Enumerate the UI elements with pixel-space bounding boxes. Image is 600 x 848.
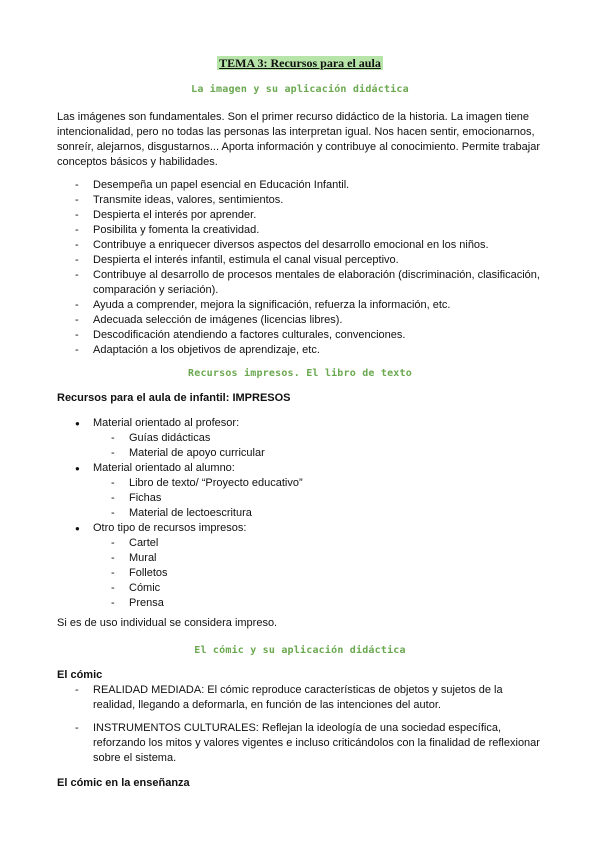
list-item: - Cómic <box>93 581 547 596</box>
section-subtitle-impresos: Recursos impresos. El libro de texto <box>188 368 412 379</box>
list-item: - Despierta el interés infantil, estimula el canal visual perceptivo. <box>57 253 547 268</box>
list-item: - Libro de texto/ “Proyecto educativo” <box>93 476 547 491</box>
list-item: - Descodificación atendiendo a factores culturales, convenciones. <box>57 328 547 343</box>
list-item: - Mural <box>93 551 547 566</box>
section-subtitle-imagen: La imagen y su aplicación didáctica <box>191 84 409 95</box>
group-otros: ● Otro tipo de recursos impresos: - Cartel - Mural - Folletos - Cómic - Prensa <box>57 521 547 611</box>
imagen-list <box>57 178 547 358</box>
list-item: - Contribuye a enriquecer diversos aspectos del desarrollo emocional en los niños. <box>57 238 547 253</box>
list-item: - Material de apoyo curricular <box>93 446 547 461</box>
comic-ensenanza-heading: El cómic en la enseñanza <box>57 777 190 789</box>
list-item: - Adaptación a los objetivos de aprendizaje, etc. <box>57 343 547 358</box>
impresos-note: Si es de uso individual se considera impreso. <box>57 617 278 629</box>
list-item: - Transmite ideas, valores, sentimientos. <box>57 193 547 208</box>
list-item: - Cartel <box>93 536 547 551</box>
list-item: - Fichas <box>93 491 547 506</box>
list-item: - INSTRUMENTOS CULTURALES: Reflejan la ideología de una sociedad específica, reforzando los mitos y valores vigentes e incluso criticándolos con la finalidad de reflexionar sobre el sistema. <box>57 721 547 766</box>
intro-paragraph: Las imágenes son fundamentales. Son el primer recurso didáctico de la historia. La imagen tiene intencionalidad, pero no todas las personas las interpretan igual. Nos hacen sentir, emocionarnos, sonreír, alejarnos, disgustarnos... Aporta información y contribuye al conocimiento. Permite trabajar conceptos básicos y habilidades. <box>57 111 541 168</box>
impresos-list <box>57 416 547 611</box>
group-alumno: ● Material orientado al alumno: - Libro de texto/ “Proyecto educativo” - Fichas - Material de lectoescritura <box>57 461 547 521</box>
list-item: - Prensa <box>93 596 547 611</box>
list-item: - Despierta el interés por aprender. <box>57 208 547 223</box>
impresos-heading: Recursos para el aula de infantil: IMPRESOS <box>57 392 291 404</box>
group-profesor: ● Material orientado al profesor: - Guías didácticas - Material de apoyo curricular <box>57 416 547 461</box>
list-item: - Folletos <box>93 566 547 581</box>
comic-heading: El cómic <box>57 669 103 681</box>
list-item: - Posibilita y fomenta la creatividad. <box>57 223 547 238</box>
list-item: - Guías didácticas <box>93 431 547 446</box>
section-subtitle-comic: El cómic y su aplicación didáctica <box>194 645 406 656</box>
comic-list <box>57 683 547 766</box>
list-item: - Ayuda a comprender, mejora la significación, refuerza la información, etc. <box>57 298 547 313</box>
list-item: - Contribuye al desarrollo de procesos mentales de elaboración (discriminación, clasificación, comparación y seriación). <box>57 268 547 298</box>
list-item: - REALIDAD MEDIADA: El cómic reproduce características de objetos y sujetos de la realidad, llegando a deformarla, en función de las intenciones del autor. <box>57 683 547 713</box>
list-item: - Material de lectoescritura <box>93 506 547 521</box>
document-title: TEMA 3: Recursos para el aula <box>219 56 381 70</box>
list-item: - Desempeña un papel esencial en Educación Infantil. <box>57 178 547 193</box>
list-item: - Adecuada selección de imágenes (licencias libres). <box>57 313 547 328</box>
